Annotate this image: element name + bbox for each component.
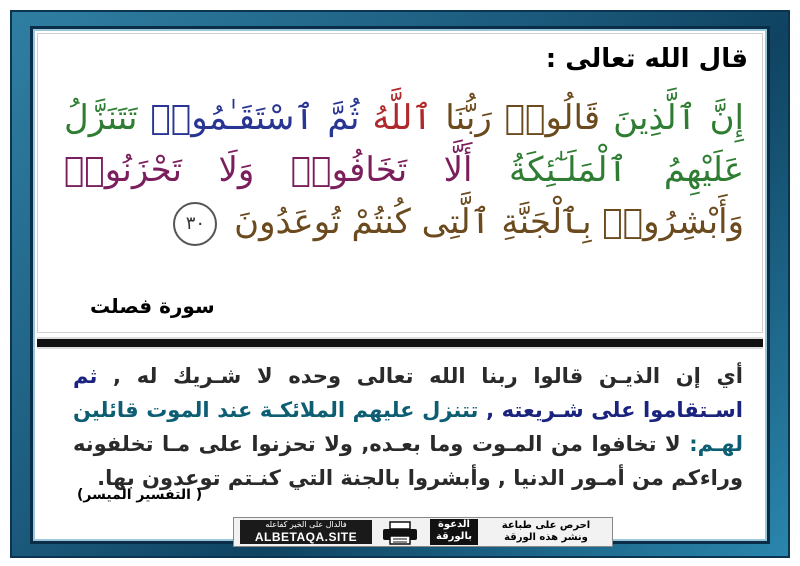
site-block — [240, 520, 372, 544]
print-reminder — [486, 520, 606, 544]
reminder-line: احرص على طباعة — [501, 520, 591, 531]
tafsir-segment: ثم اسـتقاموا على شـريعته , — [73, 364, 744, 422]
footer-motto: فالدال على الخير كفاعله — [265, 520, 347, 529]
footer-bar — [233, 517, 613, 547]
reminder-line: ونشر هذه الورقة — [504, 532, 588, 543]
outer-frame — [10, 10, 790, 558]
verse-segment: ٱللَّهُ — [372, 98, 433, 138]
verse-segment: ثُمَّ ٱسْتَقَـٰمُوا۟ — [150, 98, 360, 138]
tafsir-text — [73, 359, 743, 495]
printer-icon — [380, 521, 420, 549]
tafsir-segment: أي إن الذيـن قالوا ربنا الله تعالى وحده لا شـريك له , — [113, 364, 743, 388]
tafsir-segment: تتنزل عليهم الملائكـة عند الموت قائلين لهـم: — [73, 398, 743, 456]
verse-segment: تَتَنَزَّلُ — [64, 98, 138, 138]
verse-panel — [37, 33, 763, 333]
card — [30, 26, 770, 544]
section-divider — [37, 337, 763, 349]
verse-segment: قَالُوا۟ رَبُّنَا — [445, 98, 601, 138]
quran-verse — [64, 92, 744, 248]
verse-segment: إِنَّ ٱلَّذِينَ — [613, 98, 745, 138]
ayah-number-badge: ٣٠ — [173, 202, 217, 246]
surah-name: سورة فصلت — [90, 294, 215, 318]
tafsir-segment: لا تخافوا من المـوت وما بعـده, ولا تحزنوا على مـا تخلفونه وراءكم من أمـور الدنيا , وأبشروا بالجنة التي كنـتم توعدون بها. — [73, 432, 743, 490]
tafsir-source: ( التفسير الميسر) — [77, 487, 203, 503]
verse-segment: أَلَّا تَخَافُوا۟ وَلَا تَحْزَنُوا۟ — [64, 150, 473, 190]
intro-heading: قال الله تعالى : — [545, 44, 748, 74]
verse-segment: وَأَبْشِرُوا۟ بِٱلْجَنَّةِ ٱلَّتِى كُنتُمْ تُوعَدُونَ — [234, 202, 744, 242]
site-url[interactable]: ALBETAQA.SITE — [254, 530, 358, 544]
dawah-logo: الدعوة بالورقة — [430, 519, 478, 545]
verse-segment: عَلَيْهِمُ ٱلْمَلَـٰٓئِكَةُ — [508, 150, 744, 190]
